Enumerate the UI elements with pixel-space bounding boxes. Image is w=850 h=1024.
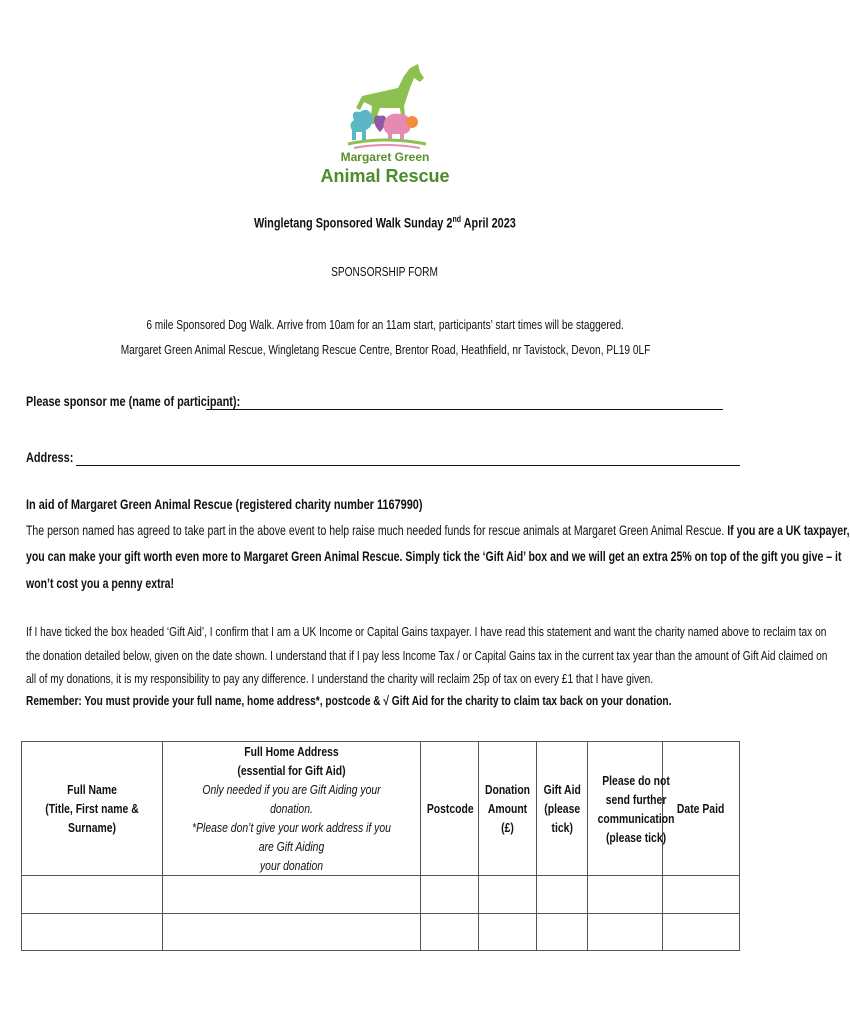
remember-note: Remember: You must provide your full name, home address*, postcode & √ Gift Aid for the charity to claim tax back on your donation. [26,693,672,708]
cell-date-paid[interactable] [663,914,740,951]
date-paid-label: Date Paid [677,801,725,816]
cell-no-communication[interactable] [588,876,663,914]
donation-label-2: Amount (£) [487,801,528,835]
cell-gift-aid[interactable] [537,876,588,914]
address-label-1: Full Home Address [244,744,339,759]
intro-line1-bold: If you are a UK taxpayer, [727,523,850,538]
gift-aid-label-1: Gift Aid [543,782,581,797]
full-name-label: Full Name [67,782,117,797]
gift-aid-intro-line3: won’t cost you a penny extra! [26,576,175,591]
table-header-row [22,742,740,876]
header-postcode [421,742,479,876]
header-donation [479,742,537,876]
cell-gift-aid[interactable] [537,914,588,951]
sponsor-label: Please sponsor me (name of participant): [26,393,241,409]
intro-line1-normal: The person named has agreed to take part in the above event to help raise much needed funds for rescue animals at Margaret Green Animal Rescue. [26,523,728,538]
address-field[interactable] [76,465,740,466]
title-end: April 2023 [461,214,516,231]
declaration-line1: If I have ticked the box headed ‘Gift Aid’, I confirm that I am a UK Income or Capital Gains taxpayer. I have read this statement and want the charity named above to reclaim tax on [26,624,827,639]
address-label: Address: [26,449,74,465]
gift-aid-intro-line2: you can make your gift worth even more to Margaret Green Animal Rescue. Simply tick the ‘Gift Aid’ box and we will get an extra 25% on top of the gift you give – it [26,549,842,564]
nocomm-label-1: Please do not [602,772,670,788]
table-row [22,914,740,951]
declaration-line3: all of my donations, it is my responsibility to pay any difference. I understand the charity will reclaim 25p of tax on every £1 that I have given. [26,671,654,686]
desc-line2-text: Margaret Green Animal Rescue, Wingletang Rescue Centre, Brentor Road, Heathfield, nr Tavistock, Devon, PL19 0LF [120,342,650,357]
event-description-line1 [0,317,770,332]
gift-aid-label-2: (please [544,801,580,816]
cell-full-name[interactable] [22,914,163,951]
cell-home-address[interactable] [163,914,421,951]
address-note-2: *Please don’t give your work address if you are Gift Aiding [192,820,391,854]
desc-line1-text: 6 mile Sponsored Dog Walk. Arrive from 10am for an 11am start, participants’ start times will be staggered. [146,317,624,332]
horse-and-animals-icon [340,62,432,152]
event-title [0,214,770,231]
address-label-2: (essential for Gift Aid) [237,763,346,778]
charity-heading: In aid of Margaret Green Animal Rescue (registered charity number 1167990) [26,496,423,512]
table-row [22,876,740,914]
title-superscript: nd [452,214,462,224]
title-main: Wingletang Sponsored Walk Sunday 2 [254,214,453,231]
form-subtitle [0,264,770,279]
gift-aid-intro-line1 [26,518,850,544]
cell-date-paid[interactable] [663,876,740,914]
cell-donation[interactable] [479,914,537,951]
cell-donation[interactable] [479,876,537,914]
cell-full-name[interactable] [22,876,163,914]
address-note-3: your donation [259,858,324,873]
header-gift-aid [537,742,588,876]
logo-text-line2: Animal Rescue [320,166,450,186]
header-no-communication [588,742,675,876]
full-name-sublabel: (Title, First name & Surname) [45,801,139,835]
cell-home-address[interactable] [163,876,421,914]
cell-postcode[interactable] [421,914,479,951]
header-full-name [22,742,163,876]
cell-no-communication[interactable] [588,914,663,951]
sponsorship-table [21,741,740,951]
subtitle-text: SPONSORSHIP FORM [331,264,439,279]
gift-aid-label-3: tick) [551,820,573,835]
cell-postcode[interactable] [421,876,479,914]
declaration-line2: the donation detailed below, given on the date shown. I understand that if I pay less Income Tax / or Capital Gains tax in the current tax year than the amount of Gift Aid claimed on [26,648,828,663]
address-note-1: Only needed if you are Gift Aiding your donation. [202,782,381,816]
logo-text-line1: Margaret Green [340,150,430,164]
nocomm-label-4: (please tick) [605,829,667,845]
header-home-address [163,742,421,876]
donation-label-1: Donation [484,782,531,797]
postcode-label: Postcode [426,801,474,816]
nocomm-label-2: send further [605,791,667,807]
nocomm-label-3: communication [597,810,675,826]
sponsor-name-field[interactable] [206,409,723,410]
event-description-line2 [0,342,770,357]
